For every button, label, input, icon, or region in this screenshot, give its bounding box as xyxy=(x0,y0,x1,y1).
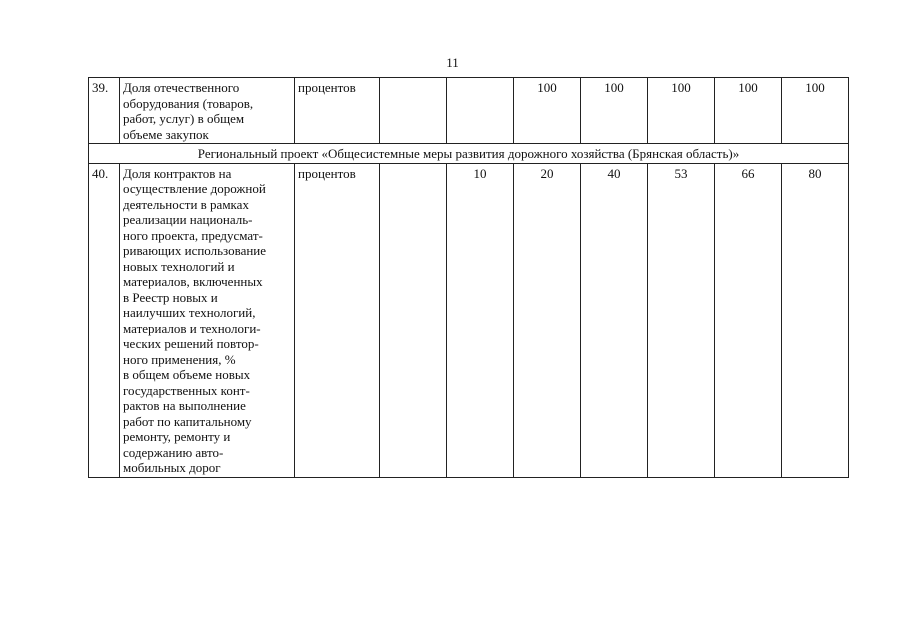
value-cell: 100 xyxy=(715,78,782,144)
value-cell: 66 xyxy=(715,163,782,477)
page-number: 11 xyxy=(446,55,459,70)
row-number: 39. xyxy=(89,78,120,144)
value-cell: 20 xyxy=(514,163,581,477)
value-cell: 100 xyxy=(782,78,849,144)
indicator-name: Доля контрактов на осуществление дорожной деятельности в рамках реализации националь- ного проекта, предусмат- ривающих использование новых технологий и материалов, включенных в Реестр новых и наилучших технологий, материалов и технологи- ческих решений повтор- ного применения, % в общем объеме новых государственных конт- рактов на выполнение работ по капитальному ремонту, ремонту и содержанию авто- мобильных дорог xyxy=(120,163,295,477)
value-cell: 100 xyxy=(648,78,715,144)
value-cell: 100 xyxy=(514,78,581,144)
section-row xyxy=(89,144,849,164)
unit-cell: процентов xyxy=(295,78,380,144)
indicators-table xyxy=(88,77,849,478)
value-cell: 40 xyxy=(581,163,648,477)
indicator-name: Доля отечественного оборудования (товаров, работ, услуг) в общем объеме закупок xyxy=(120,78,295,144)
value-cell: 80 xyxy=(782,163,849,477)
value-cell: 10 xyxy=(447,163,514,477)
value-cell xyxy=(380,163,447,477)
table-row xyxy=(89,163,849,477)
row-number: 40. xyxy=(89,163,120,477)
value-cell xyxy=(380,78,447,144)
value-cell: 53 xyxy=(648,163,715,477)
table-row xyxy=(89,78,849,144)
value-cell: 100 xyxy=(581,78,648,144)
section-title: Региональный проект «Общесистемные меры развития дорожного хозяйства (Брянская область)» xyxy=(89,144,849,164)
value-cell xyxy=(447,78,514,144)
unit-cell: процентов xyxy=(295,163,380,477)
